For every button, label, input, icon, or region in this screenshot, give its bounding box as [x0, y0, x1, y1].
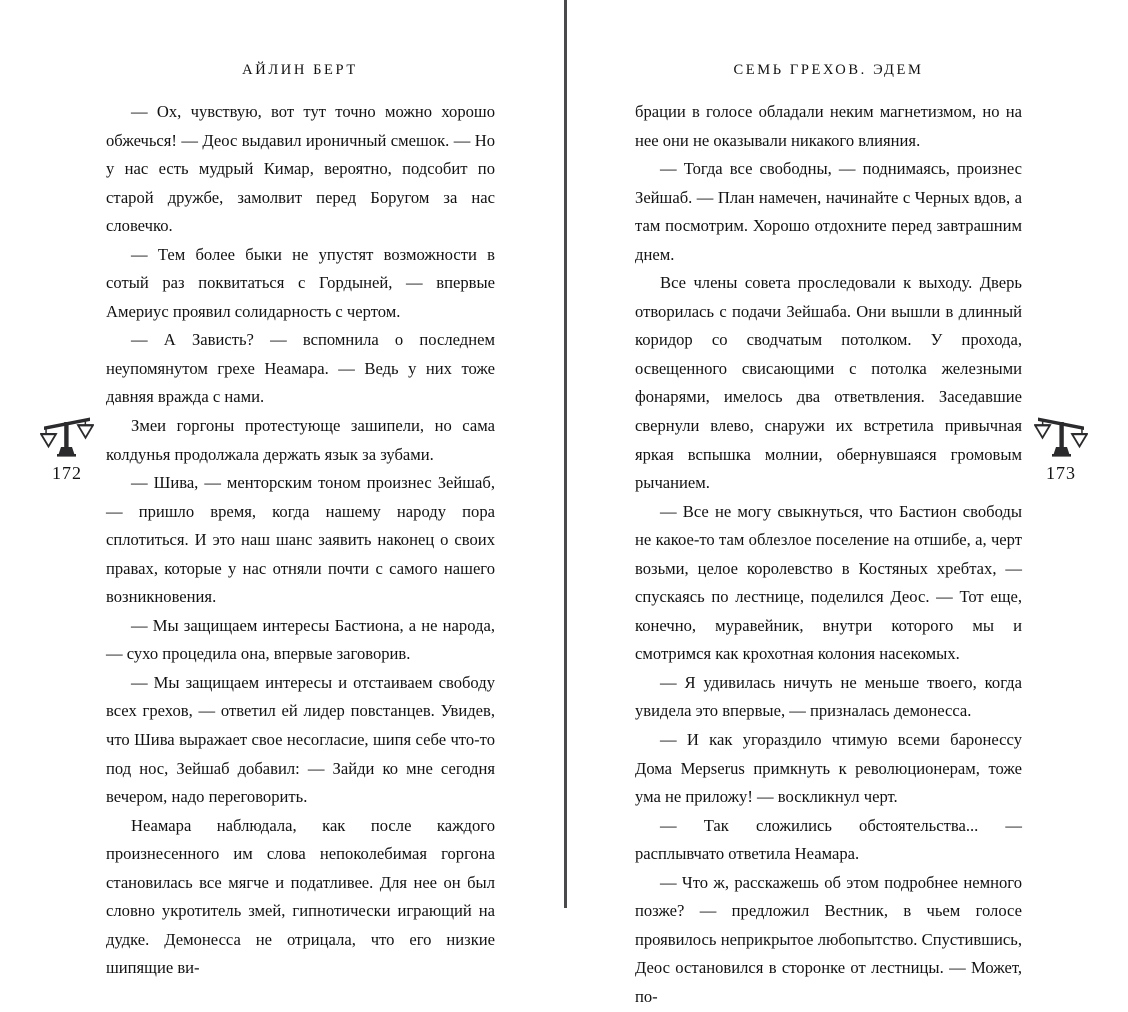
balance-scale-icon [40, 414, 94, 458]
paragraph: — Так сложились обстоятельства... — расплывчато ответила Неамара. [635, 815, 1022, 864]
left-page-number: 172 [52, 463, 82, 483]
balance-scale-icon [1034, 414, 1088, 458]
paragraph: — Шива, — менторским тоном произнес Зейшаб, — пришло время, когда нашему народу пора сплотиться. И это наш шанс заявить наконец о своих правах, которые у нас отняли почти с самого нашего возникновения. [106, 473, 495, 607]
paragraph: — Тем более быки не упустят возможности в сотый раз поквитаться с Гордыней, — впервые Америус проявил солидарность с чертом. [106, 244, 495, 321]
left-page-textblock [106, 98, 495, 983]
paragraph: — Что ж, расскажешь об этом подробнее немного позже? — предложил Вестник, в чьем голосе проявилось неприкрытое любопытство. Спустившись, Деос остановился в сторонке от лестницы. — Может, по- [635, 872, 1022, 1006]
left-page-folio-block [30, 414, 104, 482]
paragraph: — И как угораздило чтимую всеми баронессу Дома Мерserus примкнуть к революционерам, тоже ума не приложу! — воскликнул черт. [635, 730, 1022, 807]
paragraph: — Ох, чувствую, вот тут точно можно хорошо обжечься! — Деос выдавил ироничный смешок. — Но у нас есть мудрый Кимар, вероятно, подсобит по старой дружбе, замолвит перед Боругом за нас словечко. [106, 102, 495, 236]
right-page [564, 0, 1128, 1006]
paragraph: — Тогда все свободны, — поднимаясь, произнес Зейшаб. — План намечен, начинайте с Черных вдов, а там посмотрим. Хорошо отдохните перед завтрашним днем. [635, 159, 1022, 264]
paragraph: Неамара наблюдала, как после каждого произнесенного им слова непоколебимая горгона становилась все мягче и податливее. Для нее он был словно укротитель змей, гипнотически играющий на дудке. Демонесса не отрицала, что его низкие шипящие ви- [106, 815, 495, 978]
right-page-textblock [635, 98, 1022, 1012]
right-page-folio-block [1024, 414, 1098, 482]
paragraph: Все члены совета проследовали к выходу. Дверь отворилась с подачи Зейшаба. Они вышли в длинный коридор со сводчатым потолком. У прохода, освещенного свисающими с потолка железными фонарями, имелось два ответвления. Заседавшие свернули влево, снаружи их встретила привычная яркая вспышка молнии, обернувшаяся громовым рычанием. [635, 273, 1022, 493]
left-page [0, 0, 564, 978]
paragraph: — Все не могу свыкнуться, что Бастион свободы не какое-то там облезлое поселение на отшибе, а, черт возьми, целое королевство в Костяных хребтах, — спускаясь по лестнице, поделился Деос. — Тот еще, конечно, муравейник, внутри которого мы и смотримся как крохотная колония насекомых. [635, 501, 1022, 664]
paragraph: — Мы защищаем интересы и отстаиваем свободу всех грехов, — ответил ей лидер повстанцев. Увидев, что Шива выражает свое несогласие, шипя себе что-то под нос, Зейшаб добавил: — Зайди ко мне сегодня вечером, надо переговорить. [106, 672, 495, 807]
paragraph: брации в голосе обладали неким магнетизмом, но на нее они не оказывали никакого влияния. [635, 102, 1022, 150]
right-page-number: 173 [1046, 463, 1076, 483]
paragraph: — Я удивилась ничуть не меньше твоего, когда увидела это впервые, — призналась демонесса. [635, 672, 1022, 721]
left-page-running-head: АЙЛИН БЕРТ [242, 62, 358, 78]
right-page-running-head: СЕМЬ ГРЕХОВ. ЭДЕМ [733, 62, 924, 78]
paragraph: — А Зависть? — вспомнила о последнем неупомянутом грехе Неамара. — Ведь у них тоже давняя вражда с нами. [106, 330, 495, 407]
paragraph: — Мы защищаем интересы Бастиона, а не народа, — сухо процедила она, впервые заговорив. [106, 615, 495, 664]
paragraph: Змеи горгоны протестующе зашипели, но сама колдунья продолжала держать язык за зубами. [106, 416, 495, 464]
